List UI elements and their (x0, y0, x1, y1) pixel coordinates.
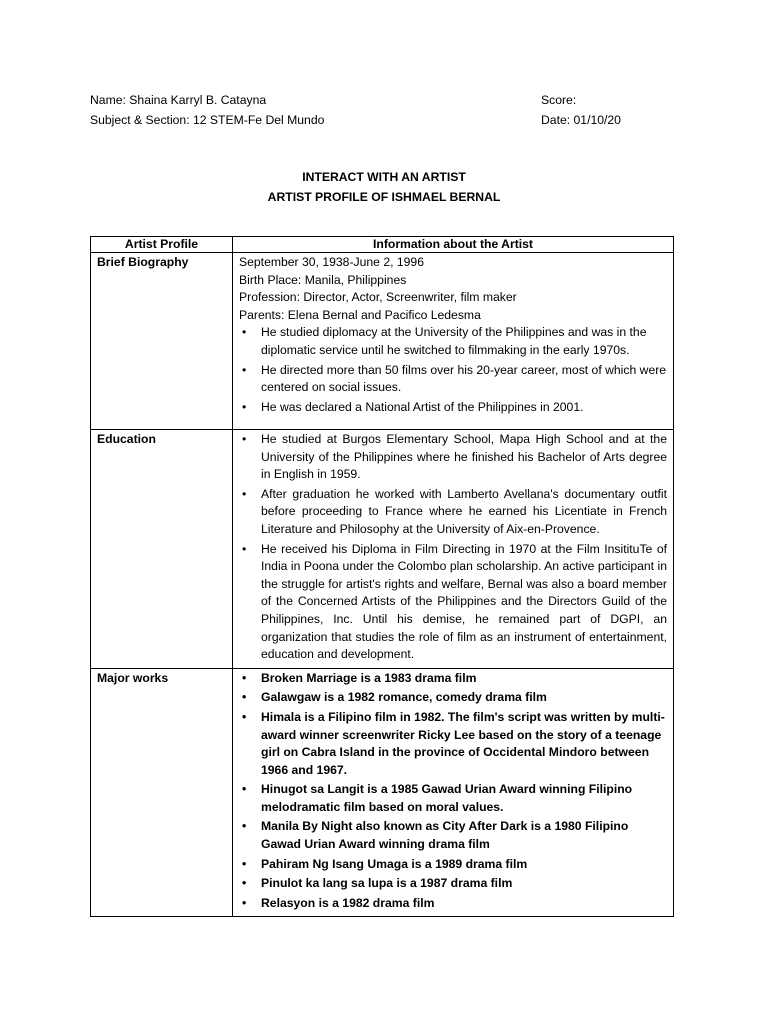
education-bullet-list (239, 431, 667, 664)
list-item: • He studied at Burgos Elementary School, Mapa High School and at the University of the Philippines where he finished his Bachelor of Arts degree in English in 1959. (239, 431, 667, 484)
bio-profession: Profession: Director, Actor, Screenwriter, film maker (239, 290, 517, 305)
list-item: • After graduation he worked with Lamberto Avellana's documentary outfit before proceeding to France where he earned his Licentiate in French Literature and Philosophy at the University of Aix-en-Provence. (239, 486, 667, 539)
list-item: • Pinulot ka lang sa lupa is a 1987 drama film (239, 875, 667, 893)
col-header-information: Information about the Artist (233, 237, 674, 253)
cell-education (233, 430, 674, 669)
row-education (91, 430, 674, 669)
label-biography (91, 253, 233, 430)
label-major-works (91, 668, 233, 917)
list-item: • Pahiram Ng Isang Umaga is a 1989 drama film (239, 856, 667, 874)
list-item: • Relasyon is a 1982 drama film (239, 895, 667, 913)
list-item: • He directed more than 50 films over his 20-year career, most of which were centered on social issues. (239, 362, 667, 397)
row-major-works (91, 668, 674, 917)
list-item: • Broken Marriage is a 1983 drama film (239, 670, 667, 688)
date-label: Date: 01/10/20 (541, 113, 621, 127)
list-item: • Himala is a Filipino film in 1982. The film's script was written by multi-award winner screenwriter Ricky Lee based on the story of a teenage girl on Cabra Island in the province of Occidental Mindoro between 1966 and 1967. (239, 709, 667, 779)
bio-dates: September 30, 1938-June 2, 1996 (239, 255, 424, 269)
education-label-text: Education (97, 432, 156, 446)
label-education (91, 430, 233, 669)
title-line-1: INTERACT WITH AN ARTIST (302, 170, 466, 184)
list-item: • Hinugot sa Langit is a 1985 Gawad Urian Award winning Filipino melodramatic film based on moral values. (239, 781, 667, 816)
list-item: • He studied diplomacy at the University of the Philippines and was in the diplomatic service until he switched to filmmaking in the early 1970s. (239, 324, 667, 359)
col-header-artist-profile: Artist Profile (91, 237, 233, 253)
works-bullet-list (239, 670, 667, 913)
score-label: Score: (541, 93, 577, 107)
biography-label-text: Brief Biography (97, 255, 189, 269)
cell-biography (233, 253, 674, 430)
cell-major-works (233, 668, 674, 917)
bio-birthplace: Birth Place: Manila, Philippines (239, 272, 407, 287)
subject-section: Subject & Section: 12 STEM-Fe Del Mundo (90, 113, 325, 127)
student-name: Name: Shaina Karryl B. Catayna (90, 93, 267, 107)
table-header-row (91, 237, 674, 253)
list-item: • He received his Diploma in Film Directing in 1970 at the Film InsitituTe of India in Poona under the Colombo plan scholarship. An active participant in the struggle for artist's rights and welfare, Bernal was also a board member of the Concerned Artists of the Philippines and the Directors Guild of the Philippines, Inc. Until his demise, he remained part of DGPI, an organization that studies the role of film as an instrument of entertainment, education and development. (239, 541, 667, 664)
bio-parents: Parents: Elena Bernal and Pacifico Ledesma (239, 307, 481, 322)
major-works-label-text: Major works (97, 670, 169, 685)
list-item: • He was declared a National Artist of the Philippines in 2001. (239, 399, 667, 417)
list-item: • Galawgaw is a 1982 romance, comedy drama film (239, 689, 667, 707)
row-biography (91, 253, 674, 430)
artist-profile-table (90, 236, 674, 917)
title-line-2: ARTIST PROFILE OF ISHMAEL BERNAL (267, 190, 501, 204)
list-item: • Manila By Night also known as City After Dark is a 1980 Filipino Gawad Urian Award winning drama film (239, 818, 667, 853)
bio-bullet-list (239, 324, 667, 416)
